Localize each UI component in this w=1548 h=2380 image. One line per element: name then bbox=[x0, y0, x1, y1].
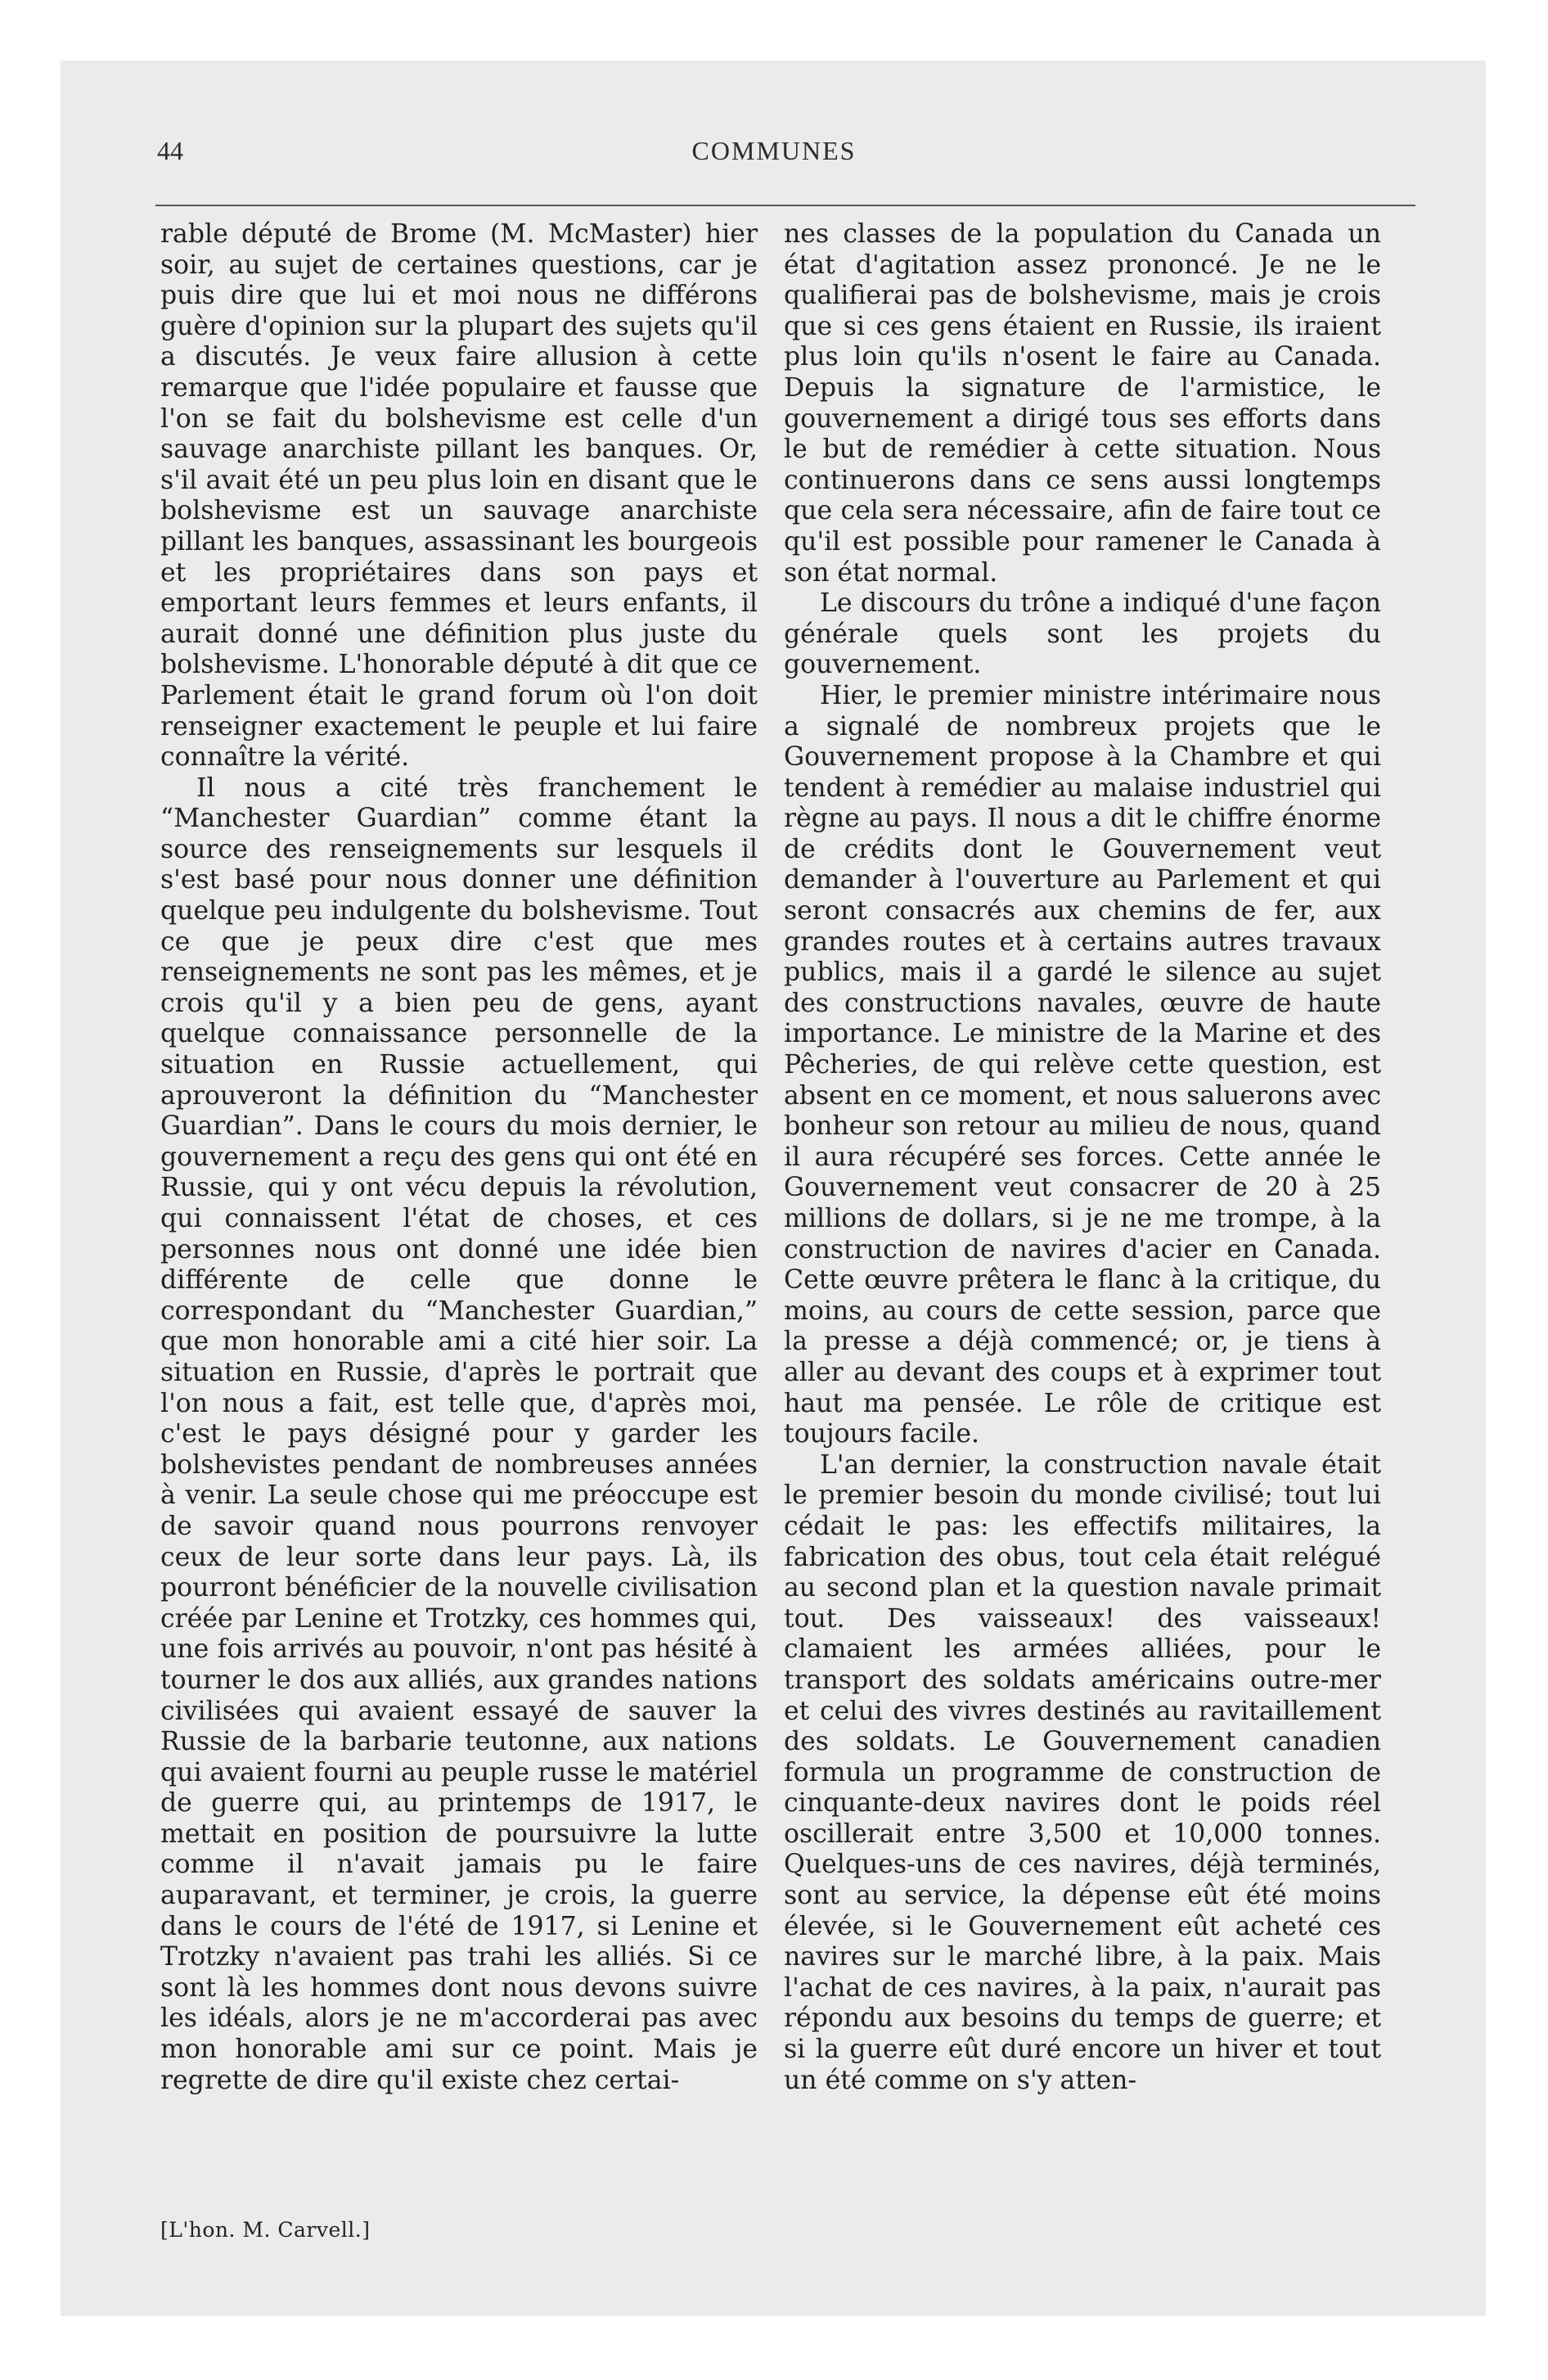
running-title: COMMUNES bbox=[691, 136, 857, 165]
right-paragraph-3: Hier, le premier ministre intérimaire nous a signalé de nombreux projets que le Gouvernement propose à la Chambre et qui tendent à remédier au malaise industriel qui règne au pays. Il nous a dit le chiffre énorme de crédits dont le Gouvernement veut demander à l'ouverture au Parlement et qui seront consacrés aux chemins de fer, aux grandes routes et à certains autres travaux publics, mais il a gardé le silence au sujet des constructions navales, œuvre de haute importance. Le ministre de la Marine et des Pêcheries, de qui relève cette question, est absent en ce moment, et nous saluerons avec bonheur son retour au milieu de nous, quand il aura récupéré ses forces. Cette année le Gouvernement veut consacrer de 20 à 25 millions de dollars, si je ne me trompe, à la construction de navires d'acier en Canada. Cette œuvre prêtera le flanc à la critique, du moins, au cours de cette session, parce que la presse a déjà commencé; or, je tiens à aller au devant des coups et à exprimer tout haut ma pensée. Le rôle de critique est toujours facile. bbox=[784, 680, 1381, 1449]
left-column bbox=[160, 219, 758, 2096]
left-paragraph-1: rable député de Brome (M. McMaster) hier soir, au sujet de certaines questions, car je puis dire que lui et moi nous ne différons guère d'opinion sur la plupart des sujets qu'il a discutés. Je veux faire allusion à cette remarque que l'idée populaire et fausse que l'on se fait du bolshevisme est celle d'un sauvage anarchiste pillant les banques. Or, s'il avait été un peu plus loin en disant que le bolshevisme est un sauvage anarchiste pillant les banques, assassinant les bourgeois et les propriétaires dans son pays et emportant leurs femmes et leurs enfants, il aurait donné une définition plus juste du bolshevisme. L'honorable député à dit que ce Parlement était le grand forum où l'on doit renseigner exactement le peuple et lui faire connaître la vérité. bbox=[160, 219, 758, 773]
right-paragraph-1: nes classes de la population du Canada un état d'agitation assez prononcé. Je ne le qualifierai pas de bolshevisme, mais je crois que si ces gens étaient en Russie, ils iraient plus loin qu'ils n'osent le faire au Canada. Depuis la signature de l'armistice, le gouvernement a dirigé tous ses efforts dans le but de remédier à cette situation. Nous continuerons dans ce sens aussi longtemps que cela sera nécessaire, afin de faire tout ce qu'il est possible pour ramener le Canada à son état normal. bbox=[784, 219, 1381, 588]
header-rule bbox=[155, 205, 1415, 206]
right-paragraph-4: L'an dernier, la construction navale était le premier besoin du monde civilisé; tout lui cédait le pas: les effectifs militaires, la fabrication des obus, tout cela était relégué au second plan et la question navale primait tout. Des vaisseaux! des vaisseaux! clamaient les armées alliées, pour le transport des soldats américains outre-mer et celui des vivres destinés au ravitaillement des soldats. Le Gouvernement canadien formula un programme de construction de cinquante-deux navires dont le poids réel oscillerait entre 3,500 et 10,000 tonnes. Quelques-uns de ces navires, déjà terminés, sont au service, la dépense eût été moins élevée, si le Gouvernement eût acheté ces navires sur le marché libre, à la paix. Mais l'achat de ces navires, à la paix, n'aurait pas répondu aux besoins du temps de guerre; et si la guerre eût duré encore un hiver et tout un été comme on s'y atten- bbox=[784, 1449, 1381, 2095]
left-paragraph-2: Il nous a cité très franchement le “Manchester Guardian” comme étant la source des renseignements sur lesquels il s'est basé pour nous donner une définition quelque peu indulgente du bolshevisme. Tout ce que je peux dire c'est que mes renseignements ne sont pas les mêmes, et je crois qu'il y a bien peu de gens, ayant quelque connaissance personnelle de la situation en Russie actuellement, qui aprouveront la définition du “Manchester Guardian”. Dans le cours du mois dernier, le gouvernement a reçu des gens qui ont été en Russie, qui y ont vécu depuis la révolution, qui connaissent l'état de choses, et ces personnes nous ont donné une idée bien différente de celle que donne le correspondant du “Manchester Guardian,” que mon honorable ami a cité hier soir. La situation en Russie, d'après le portrait que l'on nous a fait, est telle que, d'après moi, c'est le pays désigné pour y garder les bolshevistes pendant de nombreuses années à venir. La seule chose qui me préoccupe est de savoir quand nous pourrons renvoyer ceux de leur sorte dans leur pays. Là, ils pourront bénéficier de la nouvelle civilisation créée par Lenine et Trotzky, ces hommes qui, une fois arrivés au pouvoir, n'ont pas hésité à tourner le dos aux alliés, aux grandes nations civilisées qui avaient essayé de sauver la Russie de la barbarie teutonne, aux nations qui avaient fourni au peuple russe le matériel de guerre qui, au printemps de 1917, le mettait en position de poursuivre la lutte comme il n'avait jamais pu le faire auparavant, et terminer, je crois, la guerre dans le cours de l'été de 1917, si Lenine et Trotzky n'avaient pas trahi les alliés. Si ce sont là les hommes dont nous devons suivre les idéals, alors je ne m'accorderai pas avec mon honorable ami sur ce point. Mais je regrette de dire qu'il existe chez certai- bbox=[160, 773, 758, 2095]
speaker-attribution: [L'hon. M. Carvell.] bbox=[160, 2218, 371, 2242]
page-number: 44 bbox=[157, 136, 183, 165]
right-paragraph-2: Le discours du trône a indiqué d'une façon générale quels sont les projets du gouvernement. bbox=[784, 588, 1381, 680]
right-column bbox=[784, 219, 1381, 2096]
